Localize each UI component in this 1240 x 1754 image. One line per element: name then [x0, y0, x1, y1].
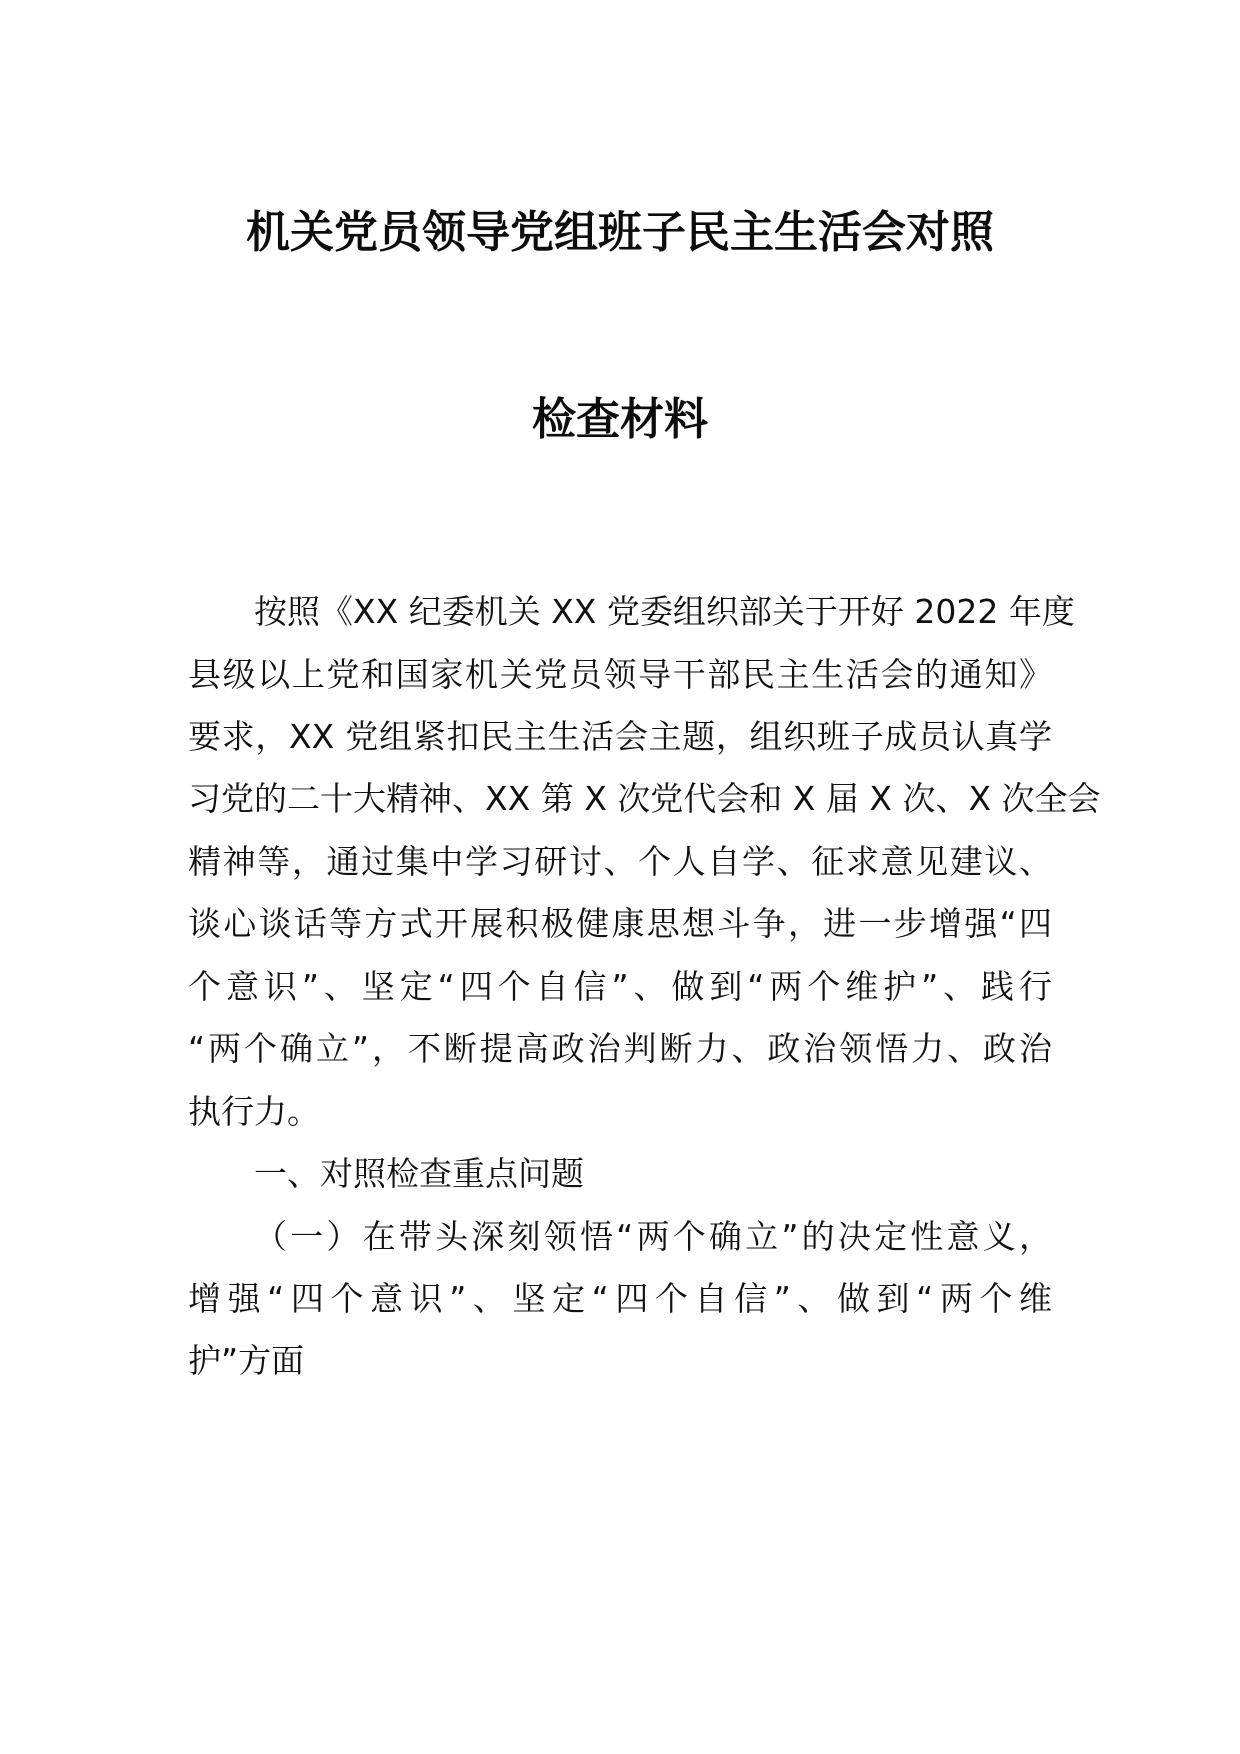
paragraph-1-line-1: 按照《XX 纪委机关 XX 党委组织部关于开好 2022 年度	[254, 592, 1075, 631]
paragraph-1-line-2: 县级以上党和国家机关党员领导干部民主生活会的通知》	[188, 655, 1052, 694]
paragraph-1-line-6: 谈心谈话等方式开展积极健康思想斗争，进一步增强“四	[188, 904, 1052, 943]
subsection-1-line-3: 护”方面	[188, 1341, 305, 1380]
document-title-line-2: 检查材料	[532, 394, 708, 445]
paragraph-1-line-9: 执行力。	[188, 1092, 320, 1131]
subsection-1-line-1: （一）在带头深刻领悟“两个确立”的决定性意义，	[254, 1217, 1052, 1256]
paragraph-1-line-4: 习党的二十大精神、XX 第 X 次党代会和 X 届 X 次、X 次全会	[188, 779, 1101, 818]
paragraph-1-line-7: 个意识”、坚定“四个自信”、做到“两个维护”、践行	[188, 967, 1052, 1006]
paragraph-1-line-5: 精神等，通过集中学习研讨、个人自学、征求意见建议、	[188, 842, 1052, 881]
paragraph-1-line-8: “两个确立”，不断提高政治判断力、政治领悟力、政治	[188, 1029, 1052, 1068]
subsection-1-line-2: 增强“四个意识”、坚定“四个自信”、做到“两个维	[188, 1279, 1052, 1318]
section-1-heading: 一、对照检查重点问题	[254, 1154, 584, 1193]
document-title-line-1: 机关党员领导党组班子民主生活会对照	[246, 207, 994, 258]
paragraph-1-line-3: 要求，XX 党组紧扣民主生活会主题，组织班子成员认真学	[188, 717, 1052, 756]
